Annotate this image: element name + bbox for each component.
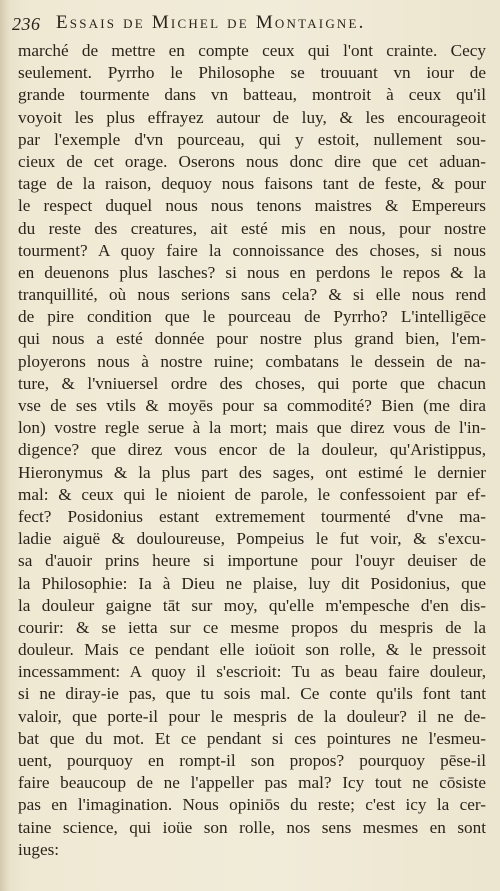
text-line: cieux de cet orage. Oserons nous donc dire que cet aduan- <box>18 151 486 171</box>
text-line: de pire condition que le pourceau de Pyrrho? L'intelligēce <box>18 307 486 327</box>
text-line: taine science, qui ioüe son rolle, nos sens mesmes en sont <box>18 817 486 837</box>
text-line: ployerons nous à nostre ruine; combatans le dessein de na- <box>18 351 486 371</box>
text-block <box>18 40 486 861</box>
text-line: qui nous a esté donnée pour nostre plus grand bien, l'em- <box>18 329 486 349</box>
running-title: Essais de Michel de Montaigne. <box>56 12 366 33</box>
text-line: marché de mettre en compte ceux qui l'ont crainte. Cecy <box>18 41 486 60</box>
text-line: tranquillité, où nous serions sans cela? & si elle nous rend <box>18 285 486 305</box>
text-line: bat que du mot. Et ce pendant si ces pointures ne l'esmeu- <box>18 728 486 748</box>
text-line: lon) vostre regle serue à la mort; mais que direz vous de l'in- <box>18 418 486 438</box>
text-line: mal: & ceux qui le nioient de parole, le confessoient par ef- <box>18 484 486 504</box>
text-line: iuges: <box>18 839 60 859</box>
text-line: valoir, que porte-il pour le mespris de la douleur? il ne de- <box>18 706 486 726</box>
text-line: le respect duquel nous nous tenons maistres & Empereurs <box>18 196 486 216</box>
text-line: si ne diray-ie pas, que tu sois mal. Ce conte qu'ils font tant <box>18 684 486 704</box>
text-line: pas en l'imagination. Nous opiniōs du reste; c'est icy la cer- <box>18 795 486 815</box>
text-line: uent, pourquoy en rompt-il son propos? pourquoy pēse-il <box>18 751 486 770</box>
text-line: tourment? A quoy faire la connoissance des choses, si nous <box>18 240 486 260</box>
text-line: la douleur gaigne tāt sur moy, qu'elle m'empesche d'en dis- <box>18 595 486 615</box>
text-line: digence? que direz vous encor de la douleur, qu'Aristippus, <box>18 440 486 460</box>
text-line: sa d'auoir prins heure si importune pour l'ouyr deuiser de <box>18 551 486 571</box>
running-head <box>10 14 486 36</box>
text-line: vse de ses vtils & moyēs pour sa commodité? Bien (me dira <box>18 396 486 415</box>
gutter-shadow <box>0 0 10 891</box>
text-line: Hieronymus & la plus part des sages, ont estimé le dernier <box>18 462 486 482</box>
text-line: fect? Posidonius estant extremement tourmenté d'vne ma- <box>18 506 486 526</box>
text-line: du reste des creatures, ait esté mis en nous, pour nostre <box>18 218 486 238</box>
page-number: 236 <box>12 14 41 34</box>
text-line: ladie aiguë & douloureuse, Pompeius le fut voir, & s'excu- <box>18 529 486 549</box>
text-line: par l'exemple d'vn pourceau, qui y estoit, nullement sou- <box>18 129 486 149</box>
text-line: voyoit les plus effrayez autour de luy, & les encourageoit <box>18 107 486 127</box>
text-line: seulement. Pyrrho le Philosophe se trouuant vn iour de <box>18 63 486 83</box>
text-line: faire beaucoup de ne l'appeller pas mal? Icy tout ne cōsiste <box>18 773 486 793</box>
text-line: la Philosophie: Ia à Dieu ne plaise, luy dit Posidonius, que <box>18 573 486 593</box>
text-line: ture, & l'vniuersel ordre des choses, qui porte que chacun <box>18 373 486 393</box>
text-line: tage de la raison, dequoy nous faisons tant de feste, & pour <box>18 174 486 194</box>
text-line: grande tourmente dans vn batteau, montroit à ceux qu'il <box>18 85 486 105</box>
text-line: incessamment: A quoy il s'escrioit: Tu as beau faire douleur, <box>18 662 486 682</box>
text-line: en deuenons plus lasches? si nous en perdons le repos & la <box>18 262 486 282</box>
text-line: courir: & se ietta sur ce mesme propos du mespris de la <box>18 617 486 637</box>
text-line: douleur. Mais ce pendant elle ioüoit son rolle, & le pressoit <box>18 640 486 660</box>
